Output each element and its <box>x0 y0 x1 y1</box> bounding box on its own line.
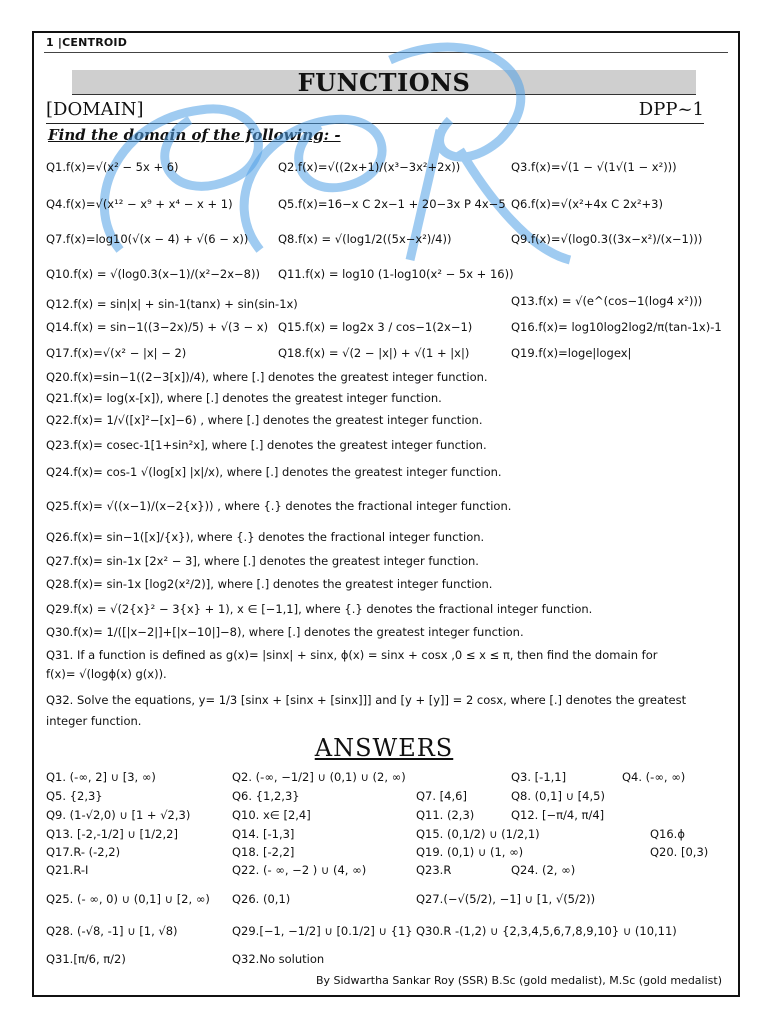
answer-22: Q22. (- ∞, −2 ) ∪ (4, ∞) <box>232 863 367 877</box>
question-8: Q8.f(x) = √(log1/2((5x−x²)/4)) <box>278 232 452 246</box>
page-title: FUNCTIONS <box>297 68 471 97</box>
answer-30: Q30.R -(1,2) ∪ {2,3,4,5,6,7,8,9,10} ∪ (10,11) <box>416 924 677 938</box>
title-banner <box>72 70 696 95</box>
answer-1: Q1. (-∞, 2] ∪ [3, ∞) <box>46 770 156 784</box>
answer-25: Q25. (- ∞, 0) ∪ (0,1] ∪ [2, ∞) <box>46 892 210 906</box>
answer-16: Q16.ϕ <box>650 827 685 841</box>
question-25: Q25.f(x)= √((x−1)/(x−2{x})) , where {.} denotes the fractional integer function. <box>46 499 512 513</box>
answer-17: Q17.R- (-2,2) <box>46 845 121 859</box>
question-12: Q12.f(x) = sin|x| + sin-1(tanx) + sin(sin-1x) <box>46 297 298 311</box>
answer-3: Q3. [-1,1] <box>511 770 567 784</box>
question-28: Q28.f(x)= sin-1x [log2(x²/2)], where [.] denotes the greatest integer function. <box>46 577 493 591</box>
question-20: Q20.f(x)=sin−1((2−3[x])/4), where [.] denotes the greatest integer function. <box>46 370 488 384</box>
topic-label: [DOMAIN] <box>46 99 144 120</box>
question-32-cont: integer function. <box>46 714 142 728</box>
question-27: Q27.f(x)= sin-1x [2x² − 3], where [.] denotes the greatest integer function. <box>46 554 479 568</box>
question-10: Q10.f(x) = √(log0.3(x−1)/(x²−2x−8)) <box>46 267 260 281</box>
answer-31: Q31.[π/6, π/2) <box>46 952 126 966</box>
question-16: Q16.f(x)= log10log2log2/π(tan-1x)-1 <box>511 320 722 334</box>
answer-24: Q24. (2, ∞) <box>511 863 576 877</box>
answer-19: Q19. (0,1) ∪ (1, ∞) <box>416 845 524 859</box>
answer-6: Q6. {1,2,3} <box>232 789 300 803</box>
question-31-cont: f(x)= √(logϕ(x) g(x)). <box>46 667 167 681</box>
page-border <box>32 31 740 997</box>
answer-8: Q8. (0,1] ∪ [4,5) <box>511 789 605 803</box>
answer-14: Q14. [-1,3] <box>232 827 295 841</box>
question-9: Q9.f(x)=√(log0.3((3x−x²)/(x−1))) <box>511 232 703 246</box>
question-1: Q1.f(x)=√(x² − 5x + 6) <box>46 160 179 174</box>
instruction-text: Find the domain of the following: - <box>48 126 341 144</box>
answer-11: Q11. (2,3) <box>416 808 475 822</box>
question-30: Q30.f(x)= 1/([|x−2|]+[|x−10|]−8), where [.] denotes the greatest integer function. <box>46 625 524 639</box>
answer-32: Q32.No solution <box>232 952 325 966</box>
answer-26: Q26. (0,1) <box>232 892 291 906</box>
question-22: Q22.f(x)= 1/√([x]²−[x]−6) , where [.] denotes the greatest integer function. <box>46 413 483 427</box>
answer-18: Q18. [-2,2] <box>232 845 295 859</box>
answer-21: Q21.R-I <box>46 863 89 877</box>
question-24: Q24.f(x)= cos-1 √(log[x] |x|/x), where [.] denotes the greatest integer function. <box>46 465 502 479</box>
subtitle-row <box>46 99 704 124</box>
answer-10: Q10. x∈ [2,4] <box>232 808 311 822</box>
answer-28: Q28. (-√8, -1] ∪ [1, √8) <box>46 924 178 938</box>
answer-15: Q15. (0,1/2) ∪ (1/2,1) <box>416 827 540 841</box>
answers-heading: ANSWERS <box>314 734 454 762</box>
question-17: Q17.f(x)=√(x² − |x| − 2) <box>46 346 187 360</box>
answer-5: Q5. {2,3} <box>46 789 103 803</box>
question-3: Q3.f(x)=√(1 − √(1√(1 − x²))) <box>511 160 677 174</box>
question-4: Q4.f(x)=√(x¹² − x⁹ + x⁴ − x + 1) <box>46 197 233 211</box>
question-15: Q15.f(x) = log2x 3 / cos−1(2x−1) <box>278 320 473 334</box>
answer-7: Q7. [4,6] <box>416 789 467 803</box>
question-29: Q29.f(x) = √(2{x}² − 3{x} + 1), x ∈ [−1,1], where {.} denotes the fractional integer function. <box>46 602 593 616</box>
question-14: Q14.f(x) = sin−1((3−2x)/5) + √(3 − x) <box>46 320 269 334</box>
page-header-label: 1 |CENTROID <box>46 36 128 49</box>
question-7: Q7.f(x)=log10(√(x − 4) + √(6 − x)) <box>46 232 249 246</box>
answer-27: Q27.(−√(5/2), −1] ∪ [1, √(5/2)) <box>416 892 596 906</box>
question-2: Q2.f(x)=√((2x+1)/(x³−3x²+2x)) <box>278 160 461 174</box>
question-31: Q31. If a function is defined as g(x)= |sinx| + sinx, ϕ(x) = sinx + cosx ,0 ≤ x ≤ π, then find the domain for <box>46 648 658 662</box>
question-6: Q6.f(x)=√(x²+4x C 2x²+3) <box>511 197 663 211</box>
header-divider <box>44 52 728 53</box>
answer-9: Q9. (1-√2,0) ∪ [1 + √2,3) <box>46 808 191 822</box>
question-21: Q21.f(x)= log(x-[x]), where [.] denotes the greatest integer function. <box>46 391 442 405</box>
question-11: Q11.f(x) = log10 (1-log10(x² − 5x + 16)) <box>278 267 514 281</box>
question-32: Q32. Solve the equations, y= 1/3 [sinx + [sinx + [sinx]]] and [y + [y]] = 2 cosx, where [.] denotes the greatest <box>46 693 687 707</box>
answer-23: Q23.R <box>416 863 452 877</box>
answer-4: Q4. (-∞, ∞) <box>622 770 686 784</box>
author-credit: By Sidwartha Sankar Roy (SSR) B.Sc (gold medalist), M.Sc (gold medalist) <box>315 974 722 987</box>
question-26: Q26.f(x)= sin−1([x]/{x}), where {.} denotes the fractional integer function. <box>46 530 485 544</box>
answer-13: Q13. [-2,-1/2] ∪ [1/2,2] <box>46 827 178 841</box>
dpp-label: DPP~1 <box>638 99 704 120</box>
question-5: Q5.f(x)=16−x C 2x−1 + 20−3x P 4x−5 <box>278 197 506 211</box>
answer-12: Q12. [−π/4, π/4] <box>511 808 605 822</box>
question-19: Q19.f(x)=loge|logex| <box>511 346 632 360</box>
answer-20: Q20. [0,3) <box>650 845 709 859</box>
question-23: Q23.f(x)= cosec-1[1+sin²x], where [.] denotes the greatest integer function. <box>46 438 487 452</box>
answer-2: Q2. (-∞, −1/2] ∪ (0,1) ∪ (2, ∞) <box>232 770 406 784</box>
answer-29: Q29.[−1, −1/2] ∪ [0.1/2] ∪ {1} <box>232 924 413 938</box>
question-18: Q18.f(x) = √(2 − |x|) + √(1 + |x|) <box>278 346 470 360</box>
question-13: Q13.f(x) = √(e^(cos−1(log4 x²))) <box>511 294 703 308</box>
